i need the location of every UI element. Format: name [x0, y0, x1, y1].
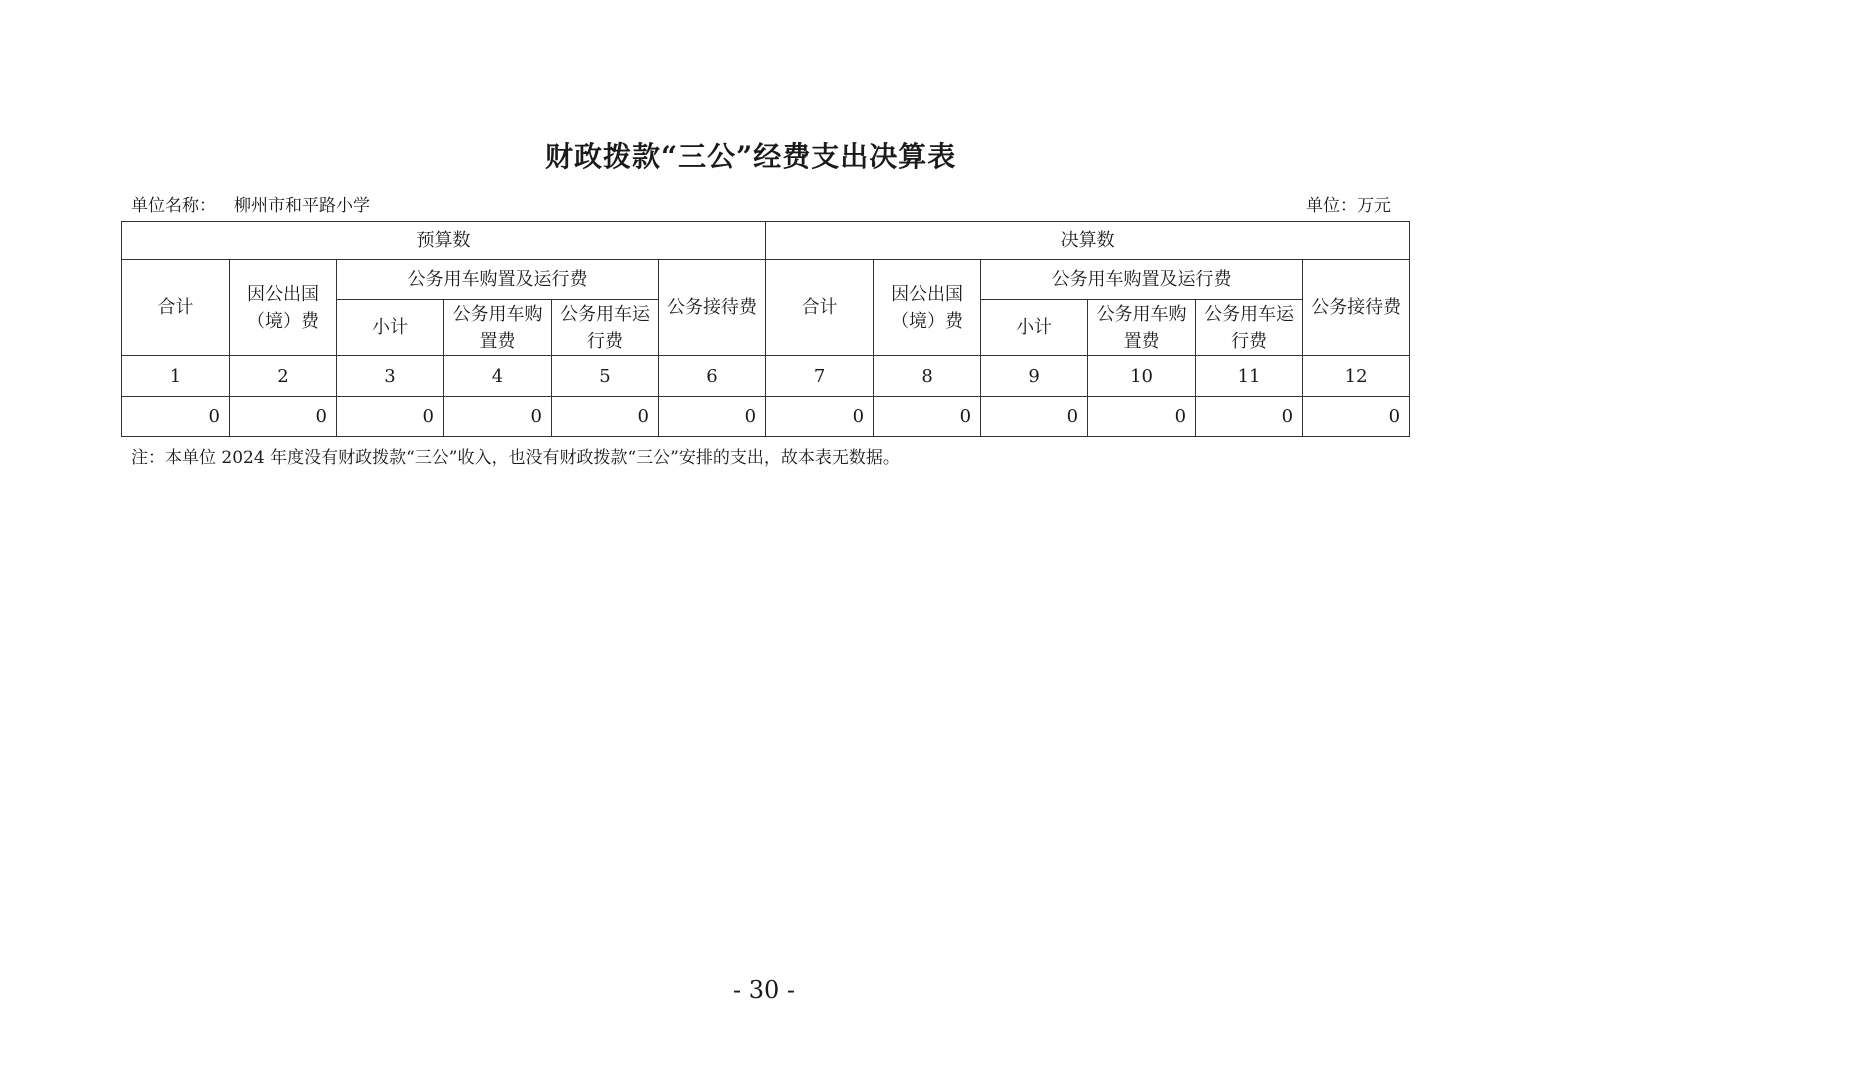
unit-name-label: 单位名称：: [131, 196, 216, 216]
header-vehicle-purchase: 公务用车购置费: [1088, 300, 1196, 356]
index-cell: 10: [1088, 356, 1196, 397]
unit-label: 单位：万元: [1306, 196, 1391, 216]
value-cell: 0: [1196, 397, 1303, 437]
value-row: [122, 397, 1410, 437]
index-cell: 5: [552, 356, 659, 397]
value-cell: 0: [444, 397, 552, 437]
header-reception: 公务接待费: [659, 260, 766, 356]
value-cell: 0: [874, 397, 981, 437]
table-note: 注：本单位 2024 年度没有财政拨款“三公”收入，也没有财政拨款“三公”安排的支出，故本表无数据。: [131, 448, 900, 468]
header-reception: 公务接待费: [1303, 260, 1410, 356]
index-cell: 8: [874, 356, 981, 397]
expenditure-table: [121, 221, 1410, 437]
page-title: 财政拨款“三公”经费支出决算表: [545, 140, 957, 173]
index-cell: 3: [337, 356, 444, 397]
header-abroad: 因公出国（境）费: [874, 260, 981, 356]
index-cell: 2: [230, 356, 337, 397]
index-cell: 6: [659, 356, 766, 397]
header-vehicle-group: 公务用车购置及运行费: [337, 260, 659, 300]
header-vehicle-operation: 公务用车运行费: [1196, 300, 1303, 356]
index-cell: 11: [1196, 356, 1303, 397]
header-row-1: [122, 260, 1410, 300]
header-subtotal: 小计: [337, 300, 444, 356]
value-cell: 0: [552, 397, 659, 437]
page-number: - 30 -: [733, 976, 796, 1004]
value-cell: 0: [981, 397, 1088, 437]
header-vehicle-operation: 公务用车运行费: [552, 300, 659, 356]
index-row: [122, 356, 1410, 397]
header-vehicle-purchase: 公务用车购置费: [444, 300, 552, 356]
value-cell: 0: [1303, 397, 1410, 437]
header-total: 合计: [122, 260, 230, 356]
index-cell: 4: [444, 356, 552, 397]
header-total: 合计: [766, 260, 874, 356]
index-cell: 12: [1303, 356, 1410, 397]
group-header-row: [122, 222, 1410, 260]
index-cell: 7: [766, 356, 874, 397]
value-cell: 0: [230, 397, 337, 437]
index-cell: 9: [981, 356, 1088, 397]
value-cell: 0: [1088, 397, 1196, 437]
header-vehicle-group: 公务用车购置及运行费: [981, 260, 1303, 300]
value-cell: 0: [766, 397, 874, 437]
unit-name-line: [131, 191, 370, 216]
unit-name: 柳州市和平路小学: [234, 196, 370, 216]
index-cell: 1: [122, 356, 230, 397]
group-budget: 预算数: [122, 222, 766, 260]
header-subtotal: 小计: [981, 300, 1088, 356]
value-cell: 0: [122, 397, 230, 437]
value-cell: 0: [659, 397, 766, 437]
group-final: 决算数: [766, 222, 1410, 260]
header-abroad: 因公出国（境）费: [230, 260, 337, 356]
value-cell: 0: [337, 397, 444, 437]
